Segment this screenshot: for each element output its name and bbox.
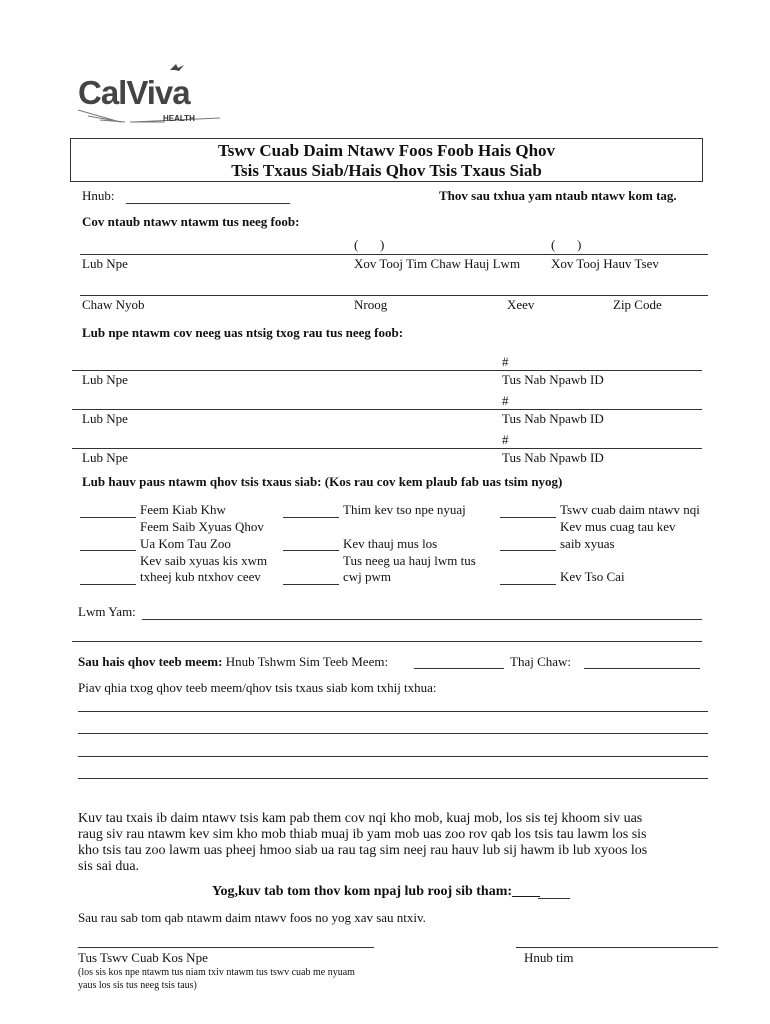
member-name-label: Lub Npe [82, 411, 128, 426]
complaint-option: Kev mus cuag tau kev [560, 519, 676, 534]
complaint-section-heading: Lub hauv paus ntawm qhov tsis txaus siab: (Kos rau cov kem plaub fab uas tsim nyog) [82, 474, 563, 489]
complaint-option: Feem Kiab Khw [140, 502, 226, 517]
state-label: Xeev [507, 297, 535, 312]
complaint-option: Ua Kom Tau Zoo [140, 536, 231, 551]
describe-field-line[interactable] [78, 711, 708, 712]
date-field[interactable] [126, 203, 290, 204]
filer-address-line[interactable] [80, 295, 708, 296]
consent-line: raug siv rau ntawm kev sim kho mob thiab muaj ib yam mob uas zoo rov qab los tsis tau lawm los sis [78, 827, 647, 842]
describe-field-line[interactable] [78, 733, 708, 734]
describe-field-line[interactable] [78, 756, 708, 757]
checkbox-line[interactable] [80, 517, 136, 518]
signature-field[interactable] [78, 947, 374, 948]
daytime-phone-paren-open: ( [354, 237, 359, 252]
checkbox-line[interactable] [500, 517, 556, 518]
member-name-label: Lub Npe [82, 450, 128, 465]
describe-label: Piav qhia txog qhov teeb meem/qhov tsis txaus siab kom txhij txhua: [78, 680, 437, 695]
filer-name-phone-line[interactable] [80, 254, 708, 255]
other-field-line-2[interactable] [72, 641, 702, 642]
member-name-label: Lub Npe [82, 372, 128, 387]
member-id-label: Tus Nab Npawb ID [502, 372, 604, 387]
consent-line: Kuv tau txais ib daim ntawv tsis kam pab them cov nqi kho mob, kuaj mob, los sis tej khoom siv uas [78, 811, 643, 826]
filer-name-label: Lub Npe [82, 256, 128, 271]
meeting-request-initial-field[interactable] [538, 898, 570, 899]
other-label: Lwm Yam: [78, 604, 136, 619]
reported-label: Sau hais qhov teeb meem: [78, 654, 223, 669]
member-id-hash: # [502, 432, 509, 447]
daytime-phone-paren-close: ) [380, 237, 385, 252]
date-label: Hnub: [82, 188, 115, 203]
form-title-box [70, 138, 703, 182]
checkbox-line[interactable] [283, 550, 339, 551]
time-field[interactable] [584, 668, 700, 669]
complaint-option: Kev thauj mus los [343, 536, 438, 551]
form-title-line-1: Tswv Cuab Daim Ntawv Foos Foob Hais Qhov [217, 141, 556, 160]
signature-date-field[interactable] [516, 947, 718, 948]
daytime-phone-label: Xov Tooj Tim Chaw Hauj Lwm [354, 256, 521, 271]
complaint-option: Feem Saib Xyuas Qhov [140, 519, 264, 534]
describe-field-line[interactable] [78, 778, 708, 779]
city-label: Nroog [354, 297, 388, 312]
member-id-label: Tus Nab Npawb ID [502, 450, 604, 465]
consent-line: kho tsis tau zoo lawm uas pheej hmoo siab ua rau tag sim neej rau hauv lub sij hawm ib lub xyoos los [78, 843, 648, 858]
member-row-line[interactable] [72, 448, 702, 449]
calviva-logo [70, 60, 230, 130]
complaint-option: saib xyuas [560, 536, 615, 551]
signature-label: Tus Tswv Cuab Kos Npe [78, 950, 208, 965]
complaint-option: Tus neeg ua hauj lwm tus [343, 553, 476, 568]
reported-date-label: Hnub Tshwm Sim Teeb Meem: [225, 654, 389, 669]
meeting-request-prompt: Yog,kuv tab tom thov kom npaj lub rooj sib tham:____ [212, 884, 541, 899]
signature-date-label: Hnub tim [524, 950, 574, 965]
incident-date-field[interactable] [414, 668, 504, 669]
logo-brand-text: CalViva [78, 74, 190, 111]
member-row-line[interactable] [72, 370, 702, 371]
checkbox-line[interactable] [80, 584, 136, 585]
consent-line: sis sai dua. [78, 859, 140, 874]
member-id-hash: # [502, 354, 509, 369]
time-label: Thaj Chaw: [510, 654, 572, 669]
signature-note-line: yaus los sis tus neeg tsis taus) [78, 980, 197, 991]
print-note: Thov sau txhua yam ntaub ntawv kom tag. [439, 188, 677, 203]
checkbox-line[interactable] [500, 584, 556, 585]
other-field[interactable] [142, 619, 702, 620]
bird-icon [170, 64, 184, 71]
member-row-line[interactable] [72, 409, 702, 410]
filer-section-heading: Cov ntaub ntawv ntawm tus neeg foob: [82, 214, 300, 229]
home-phone-label: Xov Tooj Hauv Tsev [551, 256, 659, 271]
logo-health-text: HEALTH [163, 114, 195, 123]
additional-note: Sau rau sab tom qab ntawm daim ntawv foos no yog xav sau ntxiv. [78, 910, 426, 925]
member-section-heading: Lub npe ntawm cov neeg uas ntsig txog rau tus neeg foob: [82, 325, 404, 340]
reported-line [78, 654, 388, 670]
checkbox-line[interactable] [283, 517, 339, 518]
complaint-option: Kev saib xyuas kis xwm [140, 553, 268, 568]
address-label: Chaw Nyob [82, 297, 145, 312]
form-title-line-2: Tsis Txaus Siab/Hais Qhov Tsis Txaus Siab [231, 161, 542, 180]
zip-label: Zip Code [613, 297, 662, 312]
signature-note [78, 966, 355, 992]
complaint-option: Thim kev tso npe nyuaj [343, 502, 466, 517]
home-phone-paren-close: ) [577, 237, 582, 252]
checkbox-line[interactable] [283, 584, 339, 585]
checkbox-line[interactable] [500, 550, 556, 551]
checkbox-line[interactable] [80, 550, 136, 551]
complaint-option: Kev Tso Cai [560, 569, 625, 584]
home-phone-paren-open: ( [551, 237, 556, 252]
complaint-option: Tswv cuab daim ntawv nqi [560, 502, 700, 517]
complaint-option: cwj pwm [343, 569, 392, 584]
member-id-hash: # [502, 393, 509, 408]
complaint-option: txheej kub ntxhov ceev [140, 569, 261, 584]
consent-paragraph [78, 811, 647, 875]
member-id-label: Tus Nab Npawb ID [502, 411, 604, 426]
signature-note-line: (los sis kos npe ntawm tus niam txiv ntawm tus tswv cuab me nyuam [78, 967, 355, 978]
